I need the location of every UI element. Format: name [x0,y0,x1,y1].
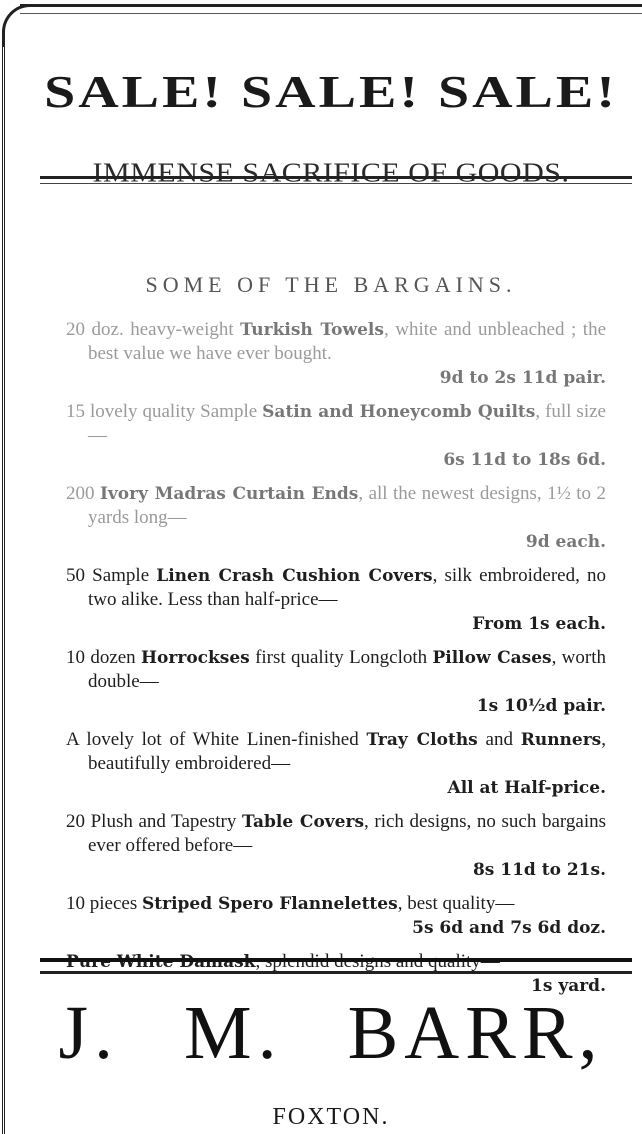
bargain-item [66,646,606,718]
item-text: , all the newest designs, 1½ to 2 yards long— [88,483,606,528]
item-text: , worth double— [88,647,606,692]
frame-top-rule [20,4,642,14]
item-price: 9d to 2s 11d pair. [439,368,606,388]
item-text: , silk embroidered, no two alike. Less than half-price— [88,565,606,610]
item-price: 1s 10½d pair. [476,696,606,716]
item-price: 1s yard. [531,976,606,996]
item-text: , splendid designs and quality— [255,951,500,972]
divider-rule [40,176,632,184]
item-product: Linen Crash Cushion Covers [156,566,433,586]
item-text: 10 pieces [66,893,142,914]
bargain-item [66,318,606,390]
section-title: SOME OF THE BARGAINS. [145,272,517,297]
item-product: Ivory Madras Curtain Ends [99,484,359,504]
item-text: A lovely lot of White Linen-finished [66,729,367,750]
item-price: 8s 11d to 21s. [472,860,606,880]
item-text: , rich designs, no such bargains ever offered before— [88,811,606,856]
item-text: 50 Sample [66,565,157,586]
item-price: 5s 6d and 7s 6d doz. [412,918,606,938]
divider-rule-heavy [40,958,632,974]
merchant-town: FOXTON. [272,1104,390,1130]
item-product: Tray Cloths [366,730,478,750]
bargain-item [66,728,606,800]
item-product: Striped Spero Flannelettes [141,894,398,914]
merchant-name: J. M. BARR, [58,991,604,1075]
item-text: 10 dozen [66,647,141,668]
item-price: 6s 11d to 18s 6d. [443,450,606,470]
item-text: 20 Plush and Tapestry [66,811,242,832]
item-price: 9d each. [525,532,606,552]
bargain-item [66,482,606,554]
frame-left-rule [2,30,8,1134]
item-price: From 1s each. [472,614,606,634]
item-text: 15 lovely quality Sample [66,401,263,422]
bargain-item [66,564,606,636]
item-product: Table Covers [241,812,365,832]
item-text: , full size— [88,401,606,446]
item-product: Turkish Towels [240,320,384,340]
subheadline: IMMENSE SACRIFICE OF GOODS. [92,158,570,188]
headline: SALE! SALE! SALE! [44,66,618,118]
item-text: and [477,729,521,750]
bargain-item [66,810,606,882]
item-text: , white and unbleached ; the best value we have ever bought. [88,319,606,364]
item-product: Satin and Honeycomb Quilts [262,402,536,422]
item-product: Pure White Damask [66,952,256,972]
bargain-item [66,400,606,472]
item-text: , beautifully embroidered— [88,729,607,774]
item-text: 200 [66,483,100,504]
item-text: , best quality— [397,893,515,914]
item-product: Pillow Cases [432,648,552,668]
item-price: All at Half-price. [447,778,606,798]
item-product: Horrockses [141,648,250,668]
item-text: 20 doz. heavy-weight [66,319,241,340]
bargain-item [66,892,606,940]
bargain-list [66,318,606,1008]
item-product: Runners [520,730,602,750]
item-text: first quality Longcloth [249,647,433,668]
